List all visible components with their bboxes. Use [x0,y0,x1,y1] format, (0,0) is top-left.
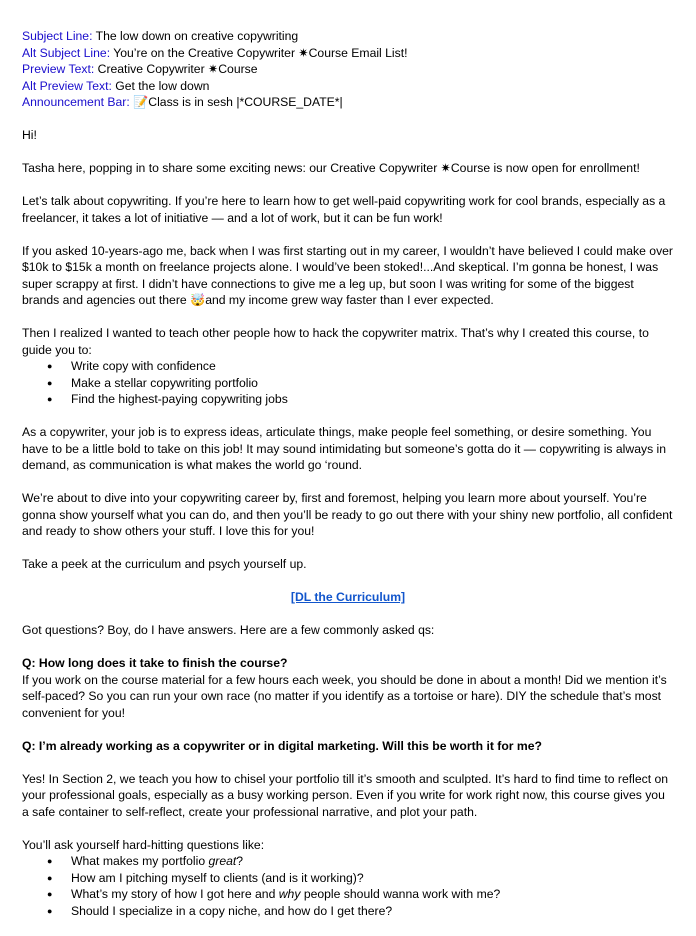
list-item: ● Make a stellar copywriting portfolio [22,375,674,392]
list-item-text: What’s my story of how I got here and [71,887,279,901]
meta-subject-line [22,28,674,45]
list-item-text: How am I pitching myself to clients (and is it working)? [71,870,364,885]
paragraph-peek: Take a peek at the curriculum and psych yourself up. [22,557,307,571]
meta-label: Announcement Bar: [22,95,130,109]
faq-answer: Yes! In Section 2, we teach you how to chisel your portfolio till it’s smooth and sculpted. It’s hard to find time to reflect on your professional goals, especially as a busy working person. Even if you write for work right now, this course gives you a safe container to self-reflect, create your professional narrative, and plot your path. [22,771,669,819]
paragraph-copywriting: Let’s talk about copywriting. If you’re here to learn how to get well-paid copywriting work for cool brands, especially as a freelancer, it takes a lot of initiative — and a lot of work, but it can be fun work! [22,194,666,225]
meta-preview-text [22,61,674,78]
meta-value: Get the low down [111,78,210,93]
list-item-emphasis: why [278,887,301,901]
email-meta [22,28,674,111]
questions-list [22,853,674,919]
greeting: Hi! [22,128,37,142]
faq-question: Q: I’m already working as a copywriter or in digital marketing. Will this be worth it for me? [22,738,542,753]
paragraph-job: As a copywriter, your job is to express ideas, articulate things, make people feel something, or desire something. You have to be a little bold to take on this job! It may sound intimidating but someone’s gotta do it — copywriting is always in demand, as communication is what makes the world go ‘round. [22,425,667,472]
meta-label: Preview Text: [22,62,95,76]
list-item [22,870,674,887]
list-item-text: people should wanna work with me? [300,887,501,901]
meta-alt-subject-line [22,45,674,62]
meta-alt-preview-text [22,78,674,95]
paragraph-hard-questions: You’ll ask yourself hard-hitting questions like: [22,837,265,852]
meta-label: Alt Subject Line: [22,45,111,60]
download-curriculum-link[interactable]: [DL the Curriculum] [290,590,406,604]
faq-question: Q: How long does it take to finish the course? [22,656,288,670]
list-item [22,903,674,920]
list-item: ● Write copy with confidence [22,358,674,375]
list-item-text: ? [236,854,244,868]
paragraph-backstory: If you asked 10-years-ago me, back when I was first starting out in my career, I wouldn’t have believed I could make over $10k to $15k a month on freelance projects alone. I would’ve been stoked!...And skeptical. I’m gonna be honest, I was super scrappy at first. I didn’t have connections to give me a leg up, but soon I was writing for some of the biggest brands and agencies out there 🤯and my income grew way faster than I ever expected. [22,243,673,307]
list-item-emphasis: great [208,854,237,868]
meta-value: Creative Copywriter ✷Course [94,62,258,76]
meta-value: 📝Class is in sesh |*COURSE_DATE*| [129,95,343,109]
meta-value: You’re on the Creative Copywriter ✷Course Email List! [110,45,408,60]
meta-value: The low down on creative copywriting [92,29,299,43]
faq-answer: If you work on the course material for a few hours each week, you should be done in about a month! Did we mention it’s self-paced? So you can run your own race (no matter if you identify as a tortoise or hare). DIY the schedule that’s most convenient for you! [22,672,667,720]
list-item [22,853,674,870]
meta-announcement-bar [22,94,674,111]
cta-container [22,589,674,606]
paragraph-career: We’re about to dive into your copywriting career by, first and foremost, helping you learn more about yourself. You’re gonna show yourself what you can do, and then you’ll be ready to go out there with your shiny new portfolio, all confident and ready to show others your stuff. I love this for you! [22,491,673,538]
list-item-text: What makes my portfolio [71,854,209,868]
goals-list [22,358,674,408]
intro-paragraph: Tasha here, popping in to share some exciting news: our Creative Copywriter ✷Course is now open for enrollment! [22,161,640,175]
meta-label: Subject Line: [22,29,93,43]
paragraph-course-purpose: Then I realized I wanted to teach other people how to hack the copywriter matrix. That’s why I created this course, to guide you to: [22,326,649,357]
list-item-text: Should I specialize in a copy niche, and how do I get there? [71,903,393,918]
paragraph-questions: Got questions? Boy, do I have answers. Here are a few commonly asked qs: [22,623,435,637]
meta-label: Alt Preview Text: [22,78,112,93]
list-item: ● Find the highest-paying copywriting jobs [22,391,674,408]
list-item [22,886,674,903]
